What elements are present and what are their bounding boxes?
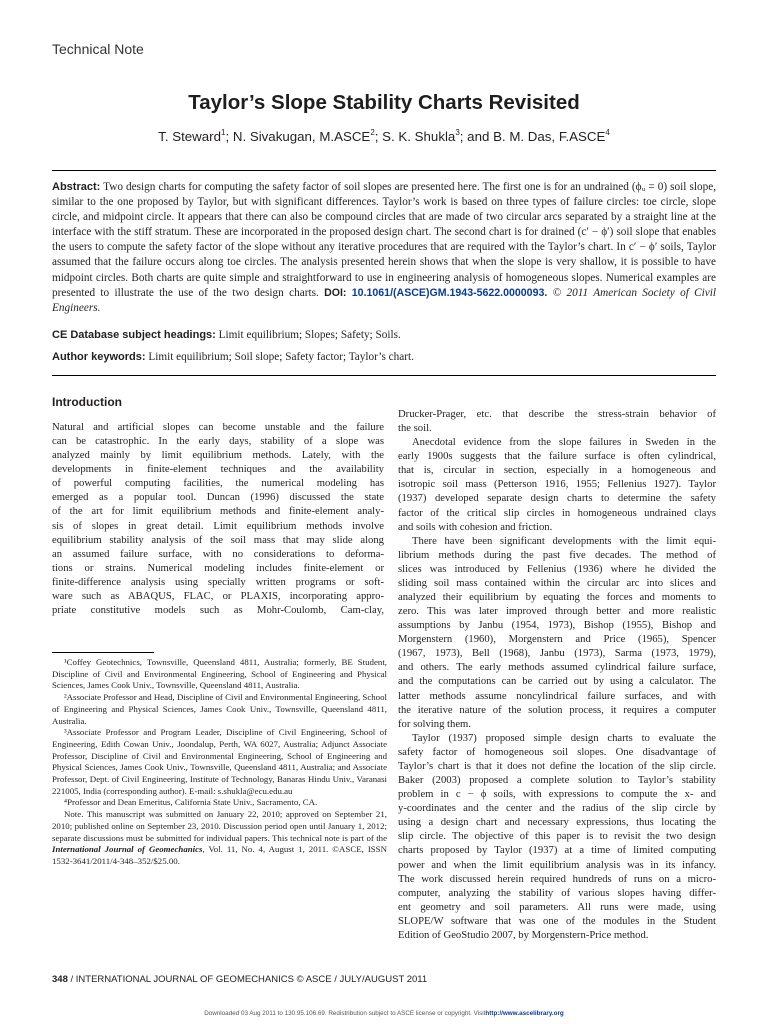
body-line: and soils with cohesion and friction.: [398, 521, 553, 533]
footnote-3: ³Associate Professor and Program Leader, Discipline of Civil Engineering, School of Engineering, Edith Cowan Univ., Joondalup, Perth, WA 6027, Australia; Adjunct Associate Professor, Discipline of Civil and Environmental Engineering, School of Engineering and Physical Sciences, James Cook Univ., Townsville, Queensland 4811, Australia; and Associate Professor, Dept. of Civil Engineering, Institute of Technology, Banaras Hindu Univ., Varanasi 221005, India (corresponding author). E-mail: s.shukla@ecu.edu.au: [52, 727, 387, 796]
body-line: Natural and artificial slopes can become unstable and the failure: [52, 422, 384, 433]
body-line: power and when the limit equilibrium analysis was in its infancy.: [398, 859, 716, 871]
body-line: can be catastrophic. In the early days, stability of a slope was: [52, 436, 384, 448]
body-line: latter methods assume noncylindrical failure surfaces, and with: [398, 690, 716, 702]
author-affiliation-mark: 2: [370, 128, 375, 137]
body-line: Baker (2003) proposed a complete solution to Taylor’s stability: [398, 775, 716, 787]
body-line: that is, circular in section, especially in a homogeneous and: [398, 465, 716, 477]
page-number: 348: [52, 974, 68, 985]
body-line: slices was introduced by Fellenius (1936) where he divided the: [398, 563, 716, 575]
body-line: (1937) developed separate design charts to determine the safety: [398, 493, 716, 505]
page-footer: [52, 974, 427, 985]
body-line: sliding soil mass contained within the circular arc into slices and: [398, 577, 716, 589]
author-keywords: [52, 351, 716, 363]
body-line: Taylor’s chart is that it does not define the location of the slip circle.: [398, 760, 716, 772]
body-line: using a design chart and necessary expressions, thus locating the: [398, 817, 716, 829]
body-line: of the art for limit equilibrium methods and finite-element analy-: [52, 506, 384, 518]
body-line: of powerful computing facilities, the numerical modeling has: [52, 478, 384, 490]
footnote-1: ¹Coffey Geotechnics, Townsville, Queensland 4811, Australia; formerly, BE Student, Discipline of Civil and Environmental Engineering, School of Engineering and Physical Sciences, James Cook Univ., Townsville, Queensland 4811, Australia.: [52, 657, 387, 691]
journal-name: International Journal of Geomechanics: [52, 844, 203, 855]
body-line: priate constitutive models such as Mohr-Coulomb, Cam-clay,: [52, 605, 384, 617]
author-affiliation-mark: 3: [455, 128, 460, 137]
footnotes: [52, 657, 387, 868]
subject-headings: [52, 329, 716, 341]
abstract-label: Abstract:: [52, 181, 101, 193]
body-line: librium methods during the past five decades. The method of: [398, 549, 716, 561]
author-name: N. Sivakugan, M.ASCE: [232, 129, 371, 144]
body-line: equilibrium stability analysis of the soil mass that may slide along: [52, 534, 384, 546]
body-line: safety factor of homogeneous soil slopes. One disadvantage of: [398, 746, 716, 758]
subject-headings-text: Limit equilibrium; Slopes; Safety; Soils.: [218, 329, 401, 341]
body-line: Taylor (1937) proposed simple design charts to evaluate the: [412, 732, 716, 744]
body-line: computer, analyzing the stability of various slopes having differ-: [398, 887, 716, 899]
body-line: the soil.: [398, 423, 432, 435]
body-line: analyzed mainly by limit equilibrium methods. Lately, with the: [52, 450, 384, 462]
body-line: finite-difference analysis using specially written programs or soft-: [52, 576, 384, 588]
body-line: early 1900s suggests that the failure surface is often cylindrical,: [398, 451, 716, 463]
body-line: y-coordinates and the center and the radius of the slip circle by: [398, 803, 716, 815]
doi-link[interactable]: 10.1061/(ASCE)GM.1943-5622.0000093.: [351, 286, 548, 299]
article-type-label: Technical Note: [52, 41, 144, 57]
body-line: emerged as a popular tool. Duncan (1996) discussed the state: [52, 492, 384, 504]
body-line: sis of slopes in great detail. Limit equilibrium methods involve: [52, 520, 384, 532]
section-heading-introduction: Introduction: [52, 395, 122, 409]
author-keywords-label: Author keywords:: [52, 351, 146, 363]
body-line: isotropic soil mass (Petterson 1916, 1955; Fellenius 1927). Taylor: [398, 479, 716, 491]
author-name: B. M. Das, F.ASCE: [493, 129, 606, 144]
journal-footer: / INTERNATIONAL JOURNAL OF GEOMECHANICS © ASCE / JULY/AUGUST 2011: [67, 974, 428, 985]
body-line: and others. The early methods assumed cylindrical failure surface,: [398, 662, 716, 674]
right-column-body: [398, 408, 716, 943]
body-line: an assumed failure surface, with no considerations to deforma-: [52, 548, 384, 560]
manuscript-note: Note. This manuscript was submitted on January 22, 2010; approved on September 21, 2010; published online on September 23, 2010. Discussion period open until January 1, 2012; separate discussions must be submitted for individual papers. This technical note is part of the International Journal of Geomechanics, Vol. 11, No. 4, August 1, 2011. ©ASCE, ISSN 1532-3641/2011/4-348–352/$25.00.: [52, 809, 387, 866]
body-line: There have been significant developments with the limit equi-: [412, 535, 716, 547]
author-name: S. K. Shukla: [382, 129, 456, 144]
top-divider: [52, 170, 716, 171]
author-affiliation-mark: 4: [605, 128, 610, 137]
author-name: T. Steward: [158, 129, 221, 144]
author-list: T. Steward$^1$; N. Sivakugan, M.ASCE$^2$; S. K. Shukla$^3$; and B. M. Das, F.ASCE$^4$: [158, 128, 610, 144]
paper-title: Taylor’s Slope Stability Charts Revisited: [188, 91, 580, 114]
body-line: problem in c − ϕ soils, with expressions to compute the x- and: [398, 789, 716, 801]
abstract-text: Two design charts for computing the safety factor of soil slopes are presented here. The first one is for an undrained (ϕᵤ = 0) soil slope, similar to the one proposed by Taylor, but with significant differences. Taylor’s work is based on three types of failure circles: toe circle, slope circle, and midpoint circle. It appears that there can also be compound circles that are made of two circular arcs separated by a straight line at the interface with the stiff stratum. These are incorporated in the proposed design chart. The second chart is for drained (c′ − ϕ′) soil slope that enables the users to compute the safety factor of the slope without any iterative procedures that are required with the Taylor’s chart. In c′ − ϕ′ soils, Taylor assumed that the failure occurs along toe circles. The analysis presented herein shows that when the slope is very shallow, it is possible to have midpoint circles. Both charts are quite simple and straightforward to use in engineering analysis of homogeneous slopes. Numerical examples are presented to illustrate the use of the two design charts.: [52, 181, 717, 299]
section-divider: [52, 375, 716, 376]
body-line: ware such as ABAQUS, FLAC, or PLAXIS, incorporating appro-: [52, 590, 384, 602]
subject-headings-label: CE Database subject headings:: [52, 329, 216, 341]
body-line: the iterative nature of the solution process, it requires a computer: [398, 704, 716, 716]
abstract: [52, 180, 716, 316]
doi-label: DOI:: [324, 286, 347, 299]
body-line: (1967, 1973), Bell (1968), Janbu (1973), Sarma (1973, 1979),: [398, 648, 716, 660]
body-line: tions or strains. Numerical modeling includes finite-element or: [52, 562, 384, 574]
body-line: ent geometry and soil parameters. All runs were made, using: [398, 901, 716, 913]
body-line: Edition of GeoStudio 2007, by Morgenstern-Price method.: [398, 929, 649, 941]
author-affiliation-mark: 1: [221, 128, 226, 137]
body-line: charts proposed by Taylor (1937) at a time of limited computing: [398, 845, 716, 857]
body-line: developments in finite-element techniques and the availability: [52, 464, 384, 476]
body-line: and the computations can be carried out by using a calculator. The: [398, 676, 716, 688]
body-line: Drucker-Prager, etc. that describe the stress-strain behavior of: [398, 409, 716, 420]
ascelibrary-link[interactable]: http://www.ascelibrary.org: [485, 1010, 564, 1017]
footnote-4: ⁴Professor and Dean Emeritus, California State Univ., Sacramento, CA.: [64, 797, 318, 808]
download-notice: Downloaded 03 Aug 2011 to 130.95.106.69. Redistribution subject to ASCE license or copyright. Visithttp://www.ascelibrary.org: [204, 1010, 564, 1017]
body-line: Morgenstern (1960), Morgenstern and Price (1965), Spencer: [398, 634, 716, 646]
body-line: factor of the critical slip circles in homogeneous undrained clays: [398, 507, 716, 519]
body-line: The work discussed herein required hundreds of runs on a micro-: [398, 873, 716, 885]
body-line: slip circle. The objective of this paper is to revisit the two design: [398, 831, 716, 843]
body-line: assumptions by Janbu (1954, 1973), Bishop (1955), Bishop and: [398, 620, 716, 632]
body-line: SLOPE/W software that was one of the modules in the Student: [398, 915, 716, 927]
body-line: for solving them.: [398, 718, 471, 730]
body-line: zero. This was later improved through better and more realistic: [398, 606, 716, 618]
body-line: Anecdotal evidence from the slope failures in Sweden in the: [412, 437, 716, 449]
footnote-2: ²Associate Professor and Head, Discipline of Civil and Environmental Engineering, School of Engineering and Physical Sciences, James Cook Univ., Townsville, Queensland 4811, Australia.: [52, 692, 387, 726]
footnote-divider: [52, 652, 154, 653]
left-column-body: [52, 421, 384, 618]
author-keywords-text: Limit equilibrium; Soil slope; Safety factor; Taylor’s chart.: [148, 351, 414, 363]
copyright: © 2011 American Society of Civil Engineers.: [52, 286, 717, 314]
body-line: analyzed their equilibrium by equating the forces and moments to: [398, 592, 716, 604]
